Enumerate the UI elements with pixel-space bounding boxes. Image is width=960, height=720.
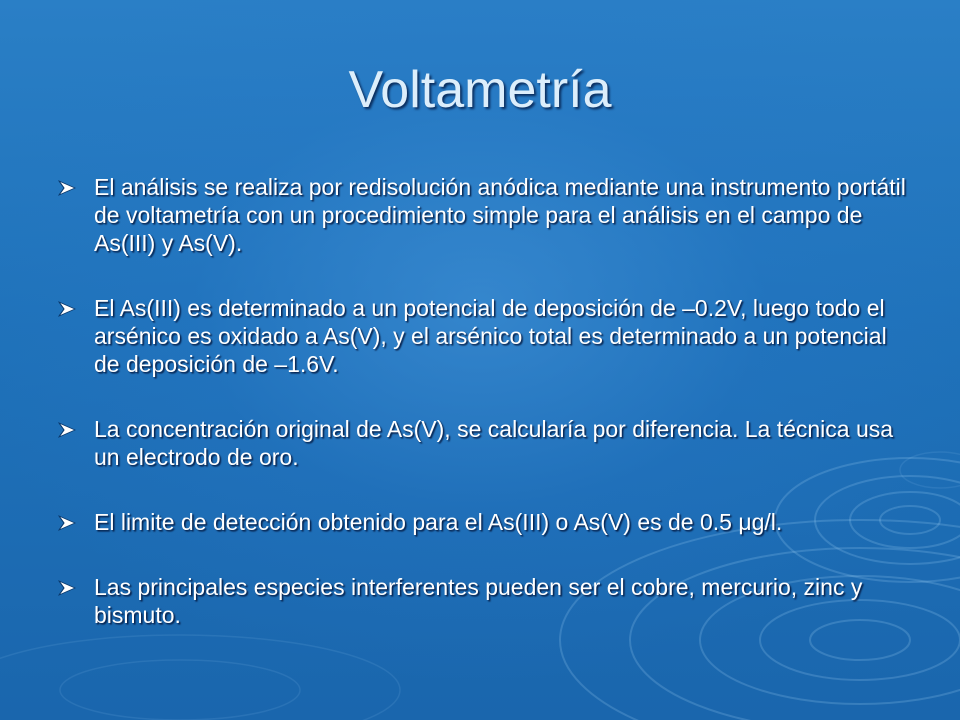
arrow-bullet-icon <box>58 422 76 438</box>
bullet-text: Las principales especies interferentes pueden ser el cobre, mercurio, zinc y bismuto. <box>94 574 863 628</box>
bullet-text: El limite de detección obtenido para el As(III) o As(V) es de 0.5 μg/l. <box>94 509 783 535</box>
bullet-text: La concentración original de As(V), se calcularía por diferencia. La técnica usa un electrodo de oro. <box>94 416 894 470</box>
arrow-bullet-icon <box>58 301 76 317</box>
bullet-list <box>58 173 908 666</box>
arrow-bullet-icon <box>58 580 76 596</box>
bullet-item <box>58 573 908 629</box>
bullet-text: El análisis se realiza por redisolución anódica mediante una instrumento portátil de voltametría con un procedimiento simple para el análisis en el campo de As(III) y As(V). <box>94 174 906 256</box>
arrow-bullet-icon <box>58 515 76 531</box>
bullet-item <box>58 415 908 471</box>
bullet-item <box>58 173 908 257</box>
bullet-item <box>58 294 908 378</box>
bullet-item <box>58 508 908 536</box>
arrow-bullet-icon <box>58 180 76 196</box>
slide-title: Voltametría <box>348 61 612 119</box>
bullet-text: El As(III) es determinado a un potencial de deposición de –0.2V, luego todo el arsénico es oxidado a As(V), y el arsénico total es determinado a un potencial de deposición de –1.6V. <box>94 295 887 377</box>
